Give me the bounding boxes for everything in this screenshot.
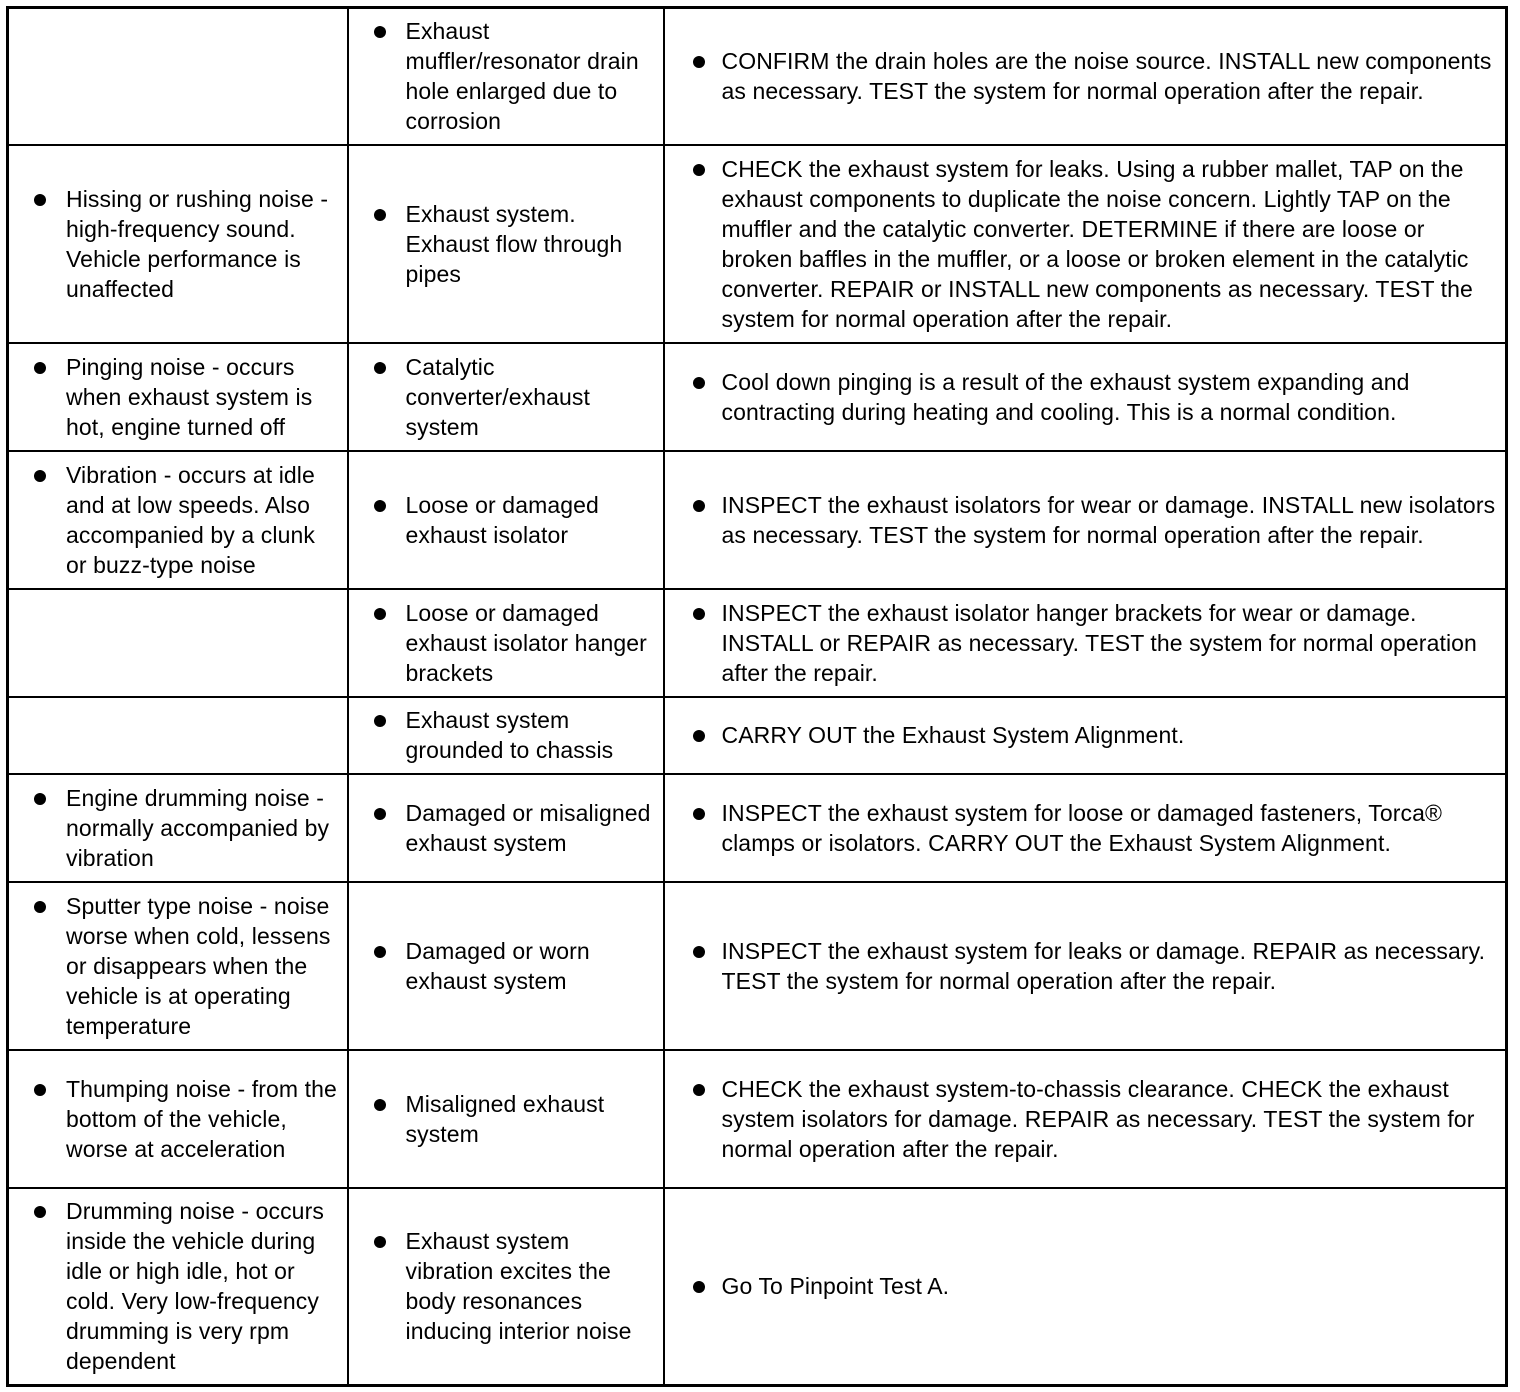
condition-cell: [8, 8, 348, 145]
action-item: [665, 154, 1506, 334]
source-cell: [348, 1050, 664, 1188]
source-item: [349, 705, 663, 765]
bullet-dot-icon: [34, 1206, 46, 1218]
bullet-dot-icon: [374, 362, 386, 374]
condition-text: Hissing or rushing noise - high-frequency sound. Vehicle performance is unaffected: [66, 185, 329, 302]
source-text: Damaged or misaligned exhaust system: [405, 799, 651, 856]
source-text: Loose or damaged exhaust isolator: [405, 491, 599, 548]
bullet-dot-icon: [693, 808, 705, 820]
action-cell: [664, 451, 1507, 589]
source-item: [349, 598, 663, 688]
source-cell: [348, 589, 664, 697]
action-text: CHECK the exhaust system for leaks. Using a rubber mallet, TAP on the exhaust components to duplicate the noise concern. Lightly TAP on the muffler and the catalytic converter. DETERMINE if there are loose or broken baffles in the muffler, or a loose or broken element in the catalytic converter. REPAIR or INSTALL new components as necessary. TEST the system for normal operation after the repair.: [721, 155, 1473, 332]
action-text: INSPECT the exhaust system for leaks or damage. REPAIR as necessary. TEST the system for normal operation after the repair.: [721, 937, 1486, 994]
action-text: INSPECT the exhaust isolator hanger brackets for wear or damage. INSTALL or REPAIR as necessary. TEST the system for normal operation after the repair.: [721, 599, 1477, 686]
action-text: CHECK the exhaust system-to-chassis clearance. CHECK the exhaust system isolators for damage. REPAIR as necessary. TEST the system for normal operation after the repair.: [721, 1075, 1475, 1162]
condition-item: [9, 184, 347, 304]
table-row: [8, 343, 1507, 451]
table-row: [8, 774, 1507, 882]
condition-text: Thumping noise - from the bottom of the vehicle, worse at acceleration: [66, 1075, 337, 1162]
condition-cell: [8, 589, 348, 697]
action-cell: [664, 343, 1507, 451]
bullet-dot-icon: [374, 500, 386, 512]
action-item: [665, 798, 1506, 858]
source-text: Catalytic converter/exhaust system: [405, 353, 591, 440]
condition-cell: [8, 882, 348, 1050]
action-item: [665, 490, 1506, 550]
condition-item: [9, 1196, 347, 1376]
action-cell: [664, 589, 1507, 697]
condition-text: Engine drumming noise - normally accompanied by vibration: [66, 784, 330, 871]
condition-cell: [8, 145, 348, 343]
action-cell: [664, 1188, 1507, 1386]
action-text: INSPECT the exhaust system for loose or damaged fasteners, Torca® clamps or isolators. CARRY OUT the Exhaust System Alignment.: [721, 799, 1443, 856]
table-row: [8, 589, 1507, 697]
table-row: [8, 1188, 1507, 1386]
action-item: [665, 1074, 1506, 1164]
condition-item: [9, 891, 347, 1041]
action-cell: [664, 697, 1507, 774]
condition-cell: [8, 1050, 348, 1188]
condition-cell: [8, 697, 348, 774]
source-text: Damaged or worn exhaust system: [405, 937, 590, 994]
condition-cell: [8, 1188, 348, 1386]
table-row: [8, 1050, 1507, 1188]
table-row: [8, 145, 1507, 343]
source-cell: [348, 8, 664, 145]
action-text: INSPECT the exhaust isolators for wear or damage. INSTALL new isolators as necessary. TEST the system for normal operation after the repair.: [721, 491, 1496, 548]
source-cell: [348, 882, 664, 1050]
source-item: [349, 352, 663, 442]
table-row: [8, 451, 1507, 589]
condition-item: [9, 352, 347, 442]
source-text: Exhaust system. Exhaust flow through pipes: [405, 200, 623, 287]
source-cell: [348, 774, 664, 882]
action-cell: [664, 774, 1507, 882]
condition-text: Vibration - occurs at idle and at low speeds. Also accompanied by a clunk or buzz-type noise: [66, 461, 315, 578]
action-item: [665, 720, 1506, 750]
bullet-dot-icon: [374, 808, 386, 820]
bullet-dot-icon: [374, 715, 386, 727]
action-item: [665, 367, 1506, 427]
table-row: [8, 882, 1507, 1050]
source-text: Exhaust muffler/resonator drain hole enlarged due to corrosion: [405, 18, 639, 135]
action-cell: [664, 882, 1507, 1050]
source-cell: [348, 451, 664, 589]
bullet-dot-icon: [693, 1281, 705, 1293]
action-text: CARRY OUT the Exhaust System Alignment.: [721, 722, 1185, 748]
condition-cell: [8, 774, 348, 882]
bullet-dot-icon: [693, 946, 705, 958]
action-item: [665, 598, 1506, 688]
source-cell: [348, 697, 664, 774]
source-item: [349, 490, 663, 550]
bullet-dot-icon: [374, 26, 386, 38]
source-cell: [348, 145, 664, 343]
bullet-dot-icon: [374, 608, 386, 620]
bullet-dot-icon: [693, 56, 705, 68]
action-cell: [664, 8, 1507, 145]
bullet-dot-icon: [34, 470, 46, 482]
table-row: [8, 8, 1507, 145]
action-item: [665, 1271, 1506, 1301]
condition-text: Sputter type noise - noise worse when cold, lessens or disappears when the vehicle is at operating temperature: [66, 892, 331, 1039]
table-row: [8, 697, 1507, 774]
source-item: [349, 1226, 663, 1346]
bullet-dot-icon: [374, 209, 386, 221]
source-item: [349, 199, 663, 289]
bullet-dot-icon: [374, 1236, 386, 1248]
exhaust-diagnosis-table: [6, 6, 1508, 1387]
bullet-dot-icon: [34, 362, 46, 374]
action-cell: [664, 1050, 1507, 1188]
source-text: Loose or damaged exhaust isolator hanger brackets: [405, 599, 647, 686]
bullet-dot-icon: [374, 1099, 386, 1111]
source-text: Exhaust system vibration excites the body resonances inducing interior noise: [405, 1228, 632, 1345]
source-item: [349, 798, 663, 858]
source-item: [349, 936, 663, 996]
condition-cell: [8, 451, 348, 589]
bullet-dot-icon: [693, 730, 705, 742]
bullet-dot-icon: [693, 164, 705, 176]
condition-text: Pinging noise - occurs when exhaust system is hot, engine turned off: [66, 353, 313, 440]
action-cell: [664, 145, 1507, 343]
bullet-dot-icon: [693, 500, 705, 512]
bullet-dot-icon: [34, 901, 46, 913]
condition-item: [9, 783, 347, 873]
condition-text: Drumming noise - occurs inside the vehicle during idle or high idle, hot or cold. Very low-frequency drumming is very rpm dependent: [66, 1198, 324, 1375]
source-cell: [348, 1188, 664, 1386]
action-text: CONFIRM the drain holes are the noise source. INSTALL new components as necessary. TEST the system for normal operation after the repair.: [721, 48, 1492, 105]
action-text: Cool down pinging is a result of the exhaust system expanding and contracting during heating and cooling. This is a normal condition.: [721, 368, 1410, 425]
source-item: [349, 1089, 663, 1149]
bullet-dot-icon: [34, 793, 46, 805]
source-text: Exhaust system grounded to chassis: [405, 707, 614, 763]
bullet-dot-icon: [693, 377, 705, 389]
action-item: [665, 936, 1506, 996]
condition-item: [9, 460, 347, 580]
source-text: Misaligned exhaust system: [405, 1090, 605, 1147]
source-item: [349, 16, 663, 136]
bullet-dot-icon: [693, 608, 705, 620]
bullet-dot-icon: [693, 1084, 705, 1096]
bullet-dot-icon: [34, 1084, 46, 1096]
condition-cell: [8, 343, 348, 451]
bullet-dot-icon: [34, 194, 46, 206]
action-text: Go To Pinpoint Test A.: [721, 1273, 950, 1300]
source-cell: [348, 343, 664, 451]
condition-item: [9, 1074, 347, 1164]
action-item: [665, 46, 1506, 106]
bullet-dot-icon: [374, 946, 386, 958]
